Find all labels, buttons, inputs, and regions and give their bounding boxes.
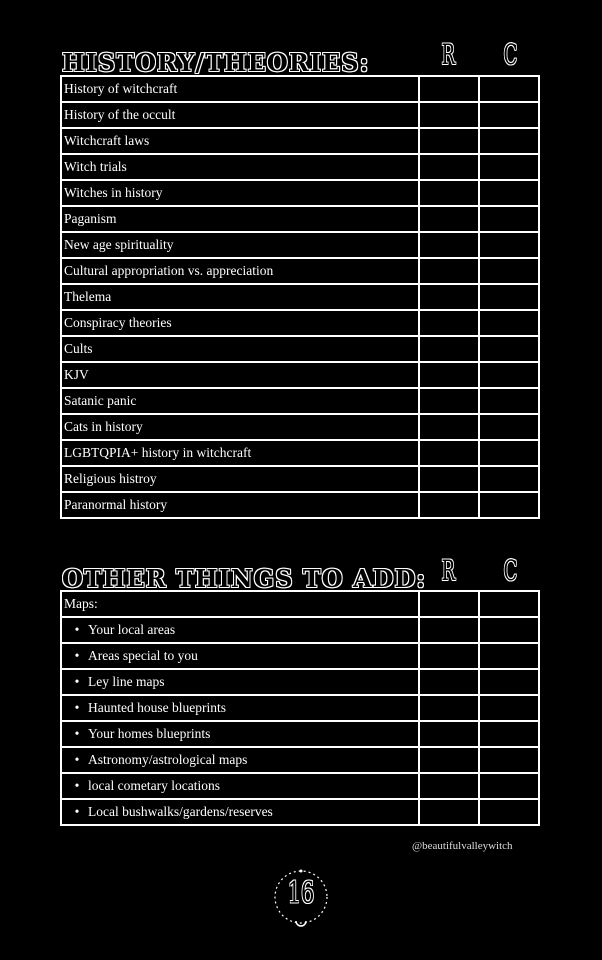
checkbox-r[interactable]	[419, 232, 479, 258]
checkbox-c[interactable]	[479, 180, 539, 206]
checkbox-r[interactable]	[419, 336, 479, 362]
checklist-row	[61, 180, 539, 206]
bullet-icon: •	[74, 648, 80, 663]
checkbox-c[interactable]	[479, 362, 539, 388]
checkbox-c[interactable]	[479, 721, 539, 747]
checklist-item-label	[61, 643, 419, 669]
item-text: New age spirituality	[64, 237, 174, 252]
checkbox-c[interactable]	[479, 669, 539, 695]
bullet-icon: •	[74, 622, 80, 637]
checklist-item-label	[61, 76, 419, 102]
item-text: Paranormal history	[64, 497, 168, 512]
checklist-item-label	[61, 695, 419, 721]
item-text: Haunted house blueprints	[88, 700, 226, 715]
checklist-item-label	[61, 232, 419, 258]
checklist-item-label	[61, 440, 419, 466]
checkbox-r[interactable]	[419, 747, 479, 773]
checklist-item-label	[61, 466, 419, 492]
bullet-icon: •	[74, 752, 80, 767]
checkbox-r[interactable]	[419, 128, 479, 154]
item-text: Cats in history	[64, 419, 143, 434]
checklist-item-label	[61, 414, 419, 440]
item-text: Ley line maps	[88, 674, 165, 689]
item-text: Satanic panic	[64, 393, 137, 408]
history-checklist-table	[60, 75, 540, 519]
column-header-c: C	[503, 38, 518, 71]
checklist-item-label	[61, 128, 419, 154]
section-title-other: OTHER THINGS TO ADD:	[62, 564, 427, 593]
checkbox-r[interactable]	[419, 206, 479, 232]
checkbox-r[interactable]	[419, 695, 479, 721]
checklist-row	[61, 643, 539, 669]
item-text: Religious histroy	[64, 471, 157, 486]
checklist-item-label	[61, 669, 419, 695]
item-text: Thelema	[64, 289, 112, 304]
checklist-item-label	[61, 310, 419, 336]
checkbox-c[interactable]	[479, 76, 539, 102]
checklist-item-label	[61, 154, 419, 180]
checkbox-c[interactable]	[479, 440, 539, 466]
checklist-row	[61, 388, 539, 414]
checklist-row	[61, 747, 539, 773]
checklist-row	[61, 310, 539, 336]
checkbox-c[interactable]	[479, 466, 539, 492]
checklist-item-label	[61, 721, 419, 747]
checkbox-c[interactable]	[479, 643, 539, 669]
checkbox-r[interactable]	[419, 440, 479, 466]
checkbox-r[interactable]	[419, 492, 479, 518]
item-text: Local bushwalks/gardens/reserves	[88, 804, 273, 819]
checkbox-c[interactable]	[479, 617, 539, 643]
checkbox-c[interactable]	[479, 799, 539, 825]
item-text: Cultural appropriation vs. appreciation	[64, 263, 274, 278]
other-checklist-table	[60, 590, 540, 826]
checkbox-r[interactable]	[419, 388, 479, 414]
item-text: Paganism	[64, 211, 117, 226]
checklist-item-label	[61, 617, 419, 643]
checkbox-r[interactable]	[419, 76, 479, 102]
checkbox-c[interactable]	[479, 258, 539, 284]
item-text: History of witchcraft	[64, 81, 178, 96]
checklist-row	[61, 258, 539, 284]
checkbox-c[interactable]	[479, 388, 539, 414]
checklist-row	[61, 799, 539, 825]
checklist-item-label	[61, 773, 419, 799]
checkbox-r[interactable]	[419, 799, 479, 825]
item-text: Witch trials	[64, 159, 127, 174]
checklist-item-label	[61, 102, 419, 128]
checkbox-c[interactable]	[479, 591, 539, 617]
bullet-icon: •	[74, 804, 80, 819]
checkbox-c[interactable]	[479, 773, 539, 799]
checkbox-c[interactable]	[479, 206, 539, 232]
checkbox-c[interactable]	[479, 747, 539, 773]
checklist-row	[61, 695, 539, 721]
item-text: Maps:	[64, 596, 98, 611]
checkbox-r[interactable]	[419, 180, 479, 206]
checklist-item-label	[61, 206, 419, 232]
column-header-c-2: C	[503, 554, 518, 587]
checklist-row	[61, 362, 539, 388]
column-header-r: R	[441, 38, 456, 71]
checklist-item-label	[61, 284, 419, 310]
checklist-item-label	[61, 799, 419, 825]
item-text: local cometary locations	[88, 778, 220, 793]
checkbox-c[interactable]	[479, 284, 539, 310]
checklist-row	[61, 128, 539, 154]
author-credit: @beautifulvalleywitch	[412, 840, 513, 852]
checkbox-r[interactable]	[419, 362, 479, 388]
checkbox-c[interactable]	[479, 232, 539, 258]
item-text: Astronomy/astrological maps	[88, 752, 248, 767]
checklist-row	[61, 617, 539, 643]
checkbox-r[interactable]	[419, 721, 479, 747]
bullet-icon: •	[74, 726, 80, 741]
checklist-row	[61, 773, 539, 799]
checkbox-r[interactable]	[419, 284, 479, 310]
item-text: Witchcraft laws	[64, 133, 150, 148]
checklist-row	[61, 492, 539, 518]
checkbox-r[interactable]	[419, 102, 479, 128]
checklist-item-label	[61, 492, 419, 518]
item-text: Areas special to you	[88, 648, 198, 663]
item-text: Conspiracy theories	[64, 315, 172, 330]
item-text: LGBTQPIA+ history in witchcraft	[64, 445, 252, 460]
checklist-item-label	[61, 336, 419, 362]
checklist-item-label	[61, 258, 419, 284]
checkbox-c[interactable]	[479, 102, 539, 128]
checkbox-c[interactable]	[479, 695, 539, 721]
checkbox-r[interactable]	[419, 643, 479, 669]
checklist-row	[61, 102, 539, 128]
checkbox-r[interactable]	[419, 591, 479, 617]
checklist-row	[61, 414, 539, 440]
column-header-r-2: R	[441, 554, 456, 587]
checkbox-r[interactable]	[419, 414, 479, 440]
item-text: Your homes blueprints	[88, 726, 211, 741]
checklist-item-label	[61, 362, 419, 388]
checklist-row	[61, 721, 539, 747]
checkbox-r[interactable]	[419, 773, 479, 799]
checkbox-r[interactable]	[419, 310, 479, 336]
item-text: History of the occult	[64, 107, 176, 122]
checkbox-r[interactable]	[419, 466, 479, 492]
checklist-item-label	[61, 388, 419, 414]
checklist-row	[61, 440, 539, 466]
checkbox-c[interactable]	[479, 310, 539, 336]
checklist-row	[61, 76, 539, 102]
page-number-badge	[270, 866, 332, 928]
item-text: KJV	[64, 367, 89, 382]
checklist-row	[61, 206, 539, 232]
checkbox-r[interactable]	[419, 258, 479, 284]
checklist-row	[61, 336, 539, 362]
checkbox-c[interactable]	[479, 336, 539, 362]
checkbox-c[interactable]	[479, 414, 539, 440]
checklist-row	[61, 466, 539, 492]
checkbox-c[interactable]	[479, 492, 539, 518]
checkbox-c[interactable]	[479, 154, 539, 180]
bullet-icon: •	[74, 778, 80, 793]
checklist-row	[61, 669, 539, 695]
page-number: 16	[287, 876, 315, 911]
checklist-row	[61, 591, 539, 617]
bullet-icon: •	[74, 700, 80, 715]
checklist-row	[61, 154, 539, 180]
checkbox-r[interactable]	[419, 154, 479, 180]
item-text: Cults	[64, 341, 93, 356]
bullet-icon: •	[74, 674, 80, 689]
checklist-row	[61, 284, 539, 310]
checklist-item-label	[61, 180, 419, 206]
checkbox-c[interactable]	[479, 128, 539, 154]
item-text: Your local areas	[88, 622, 176, 637]
section-title-history: HISTORY/THEORIES:	[62, 48, 370, 77]
checklist-item-label	[61, 591, 419, 617]
item-text: Witches in history	[64, 185, 163, 200]
checklist-item-label	[61, 747, 419, 773]
checkbox-r[interactable]	[419, 669, 479, 695]
checklist-row	[61, 232, 539, 258]
checkbox-r[interactable]	[419, 617, 479, 643]
